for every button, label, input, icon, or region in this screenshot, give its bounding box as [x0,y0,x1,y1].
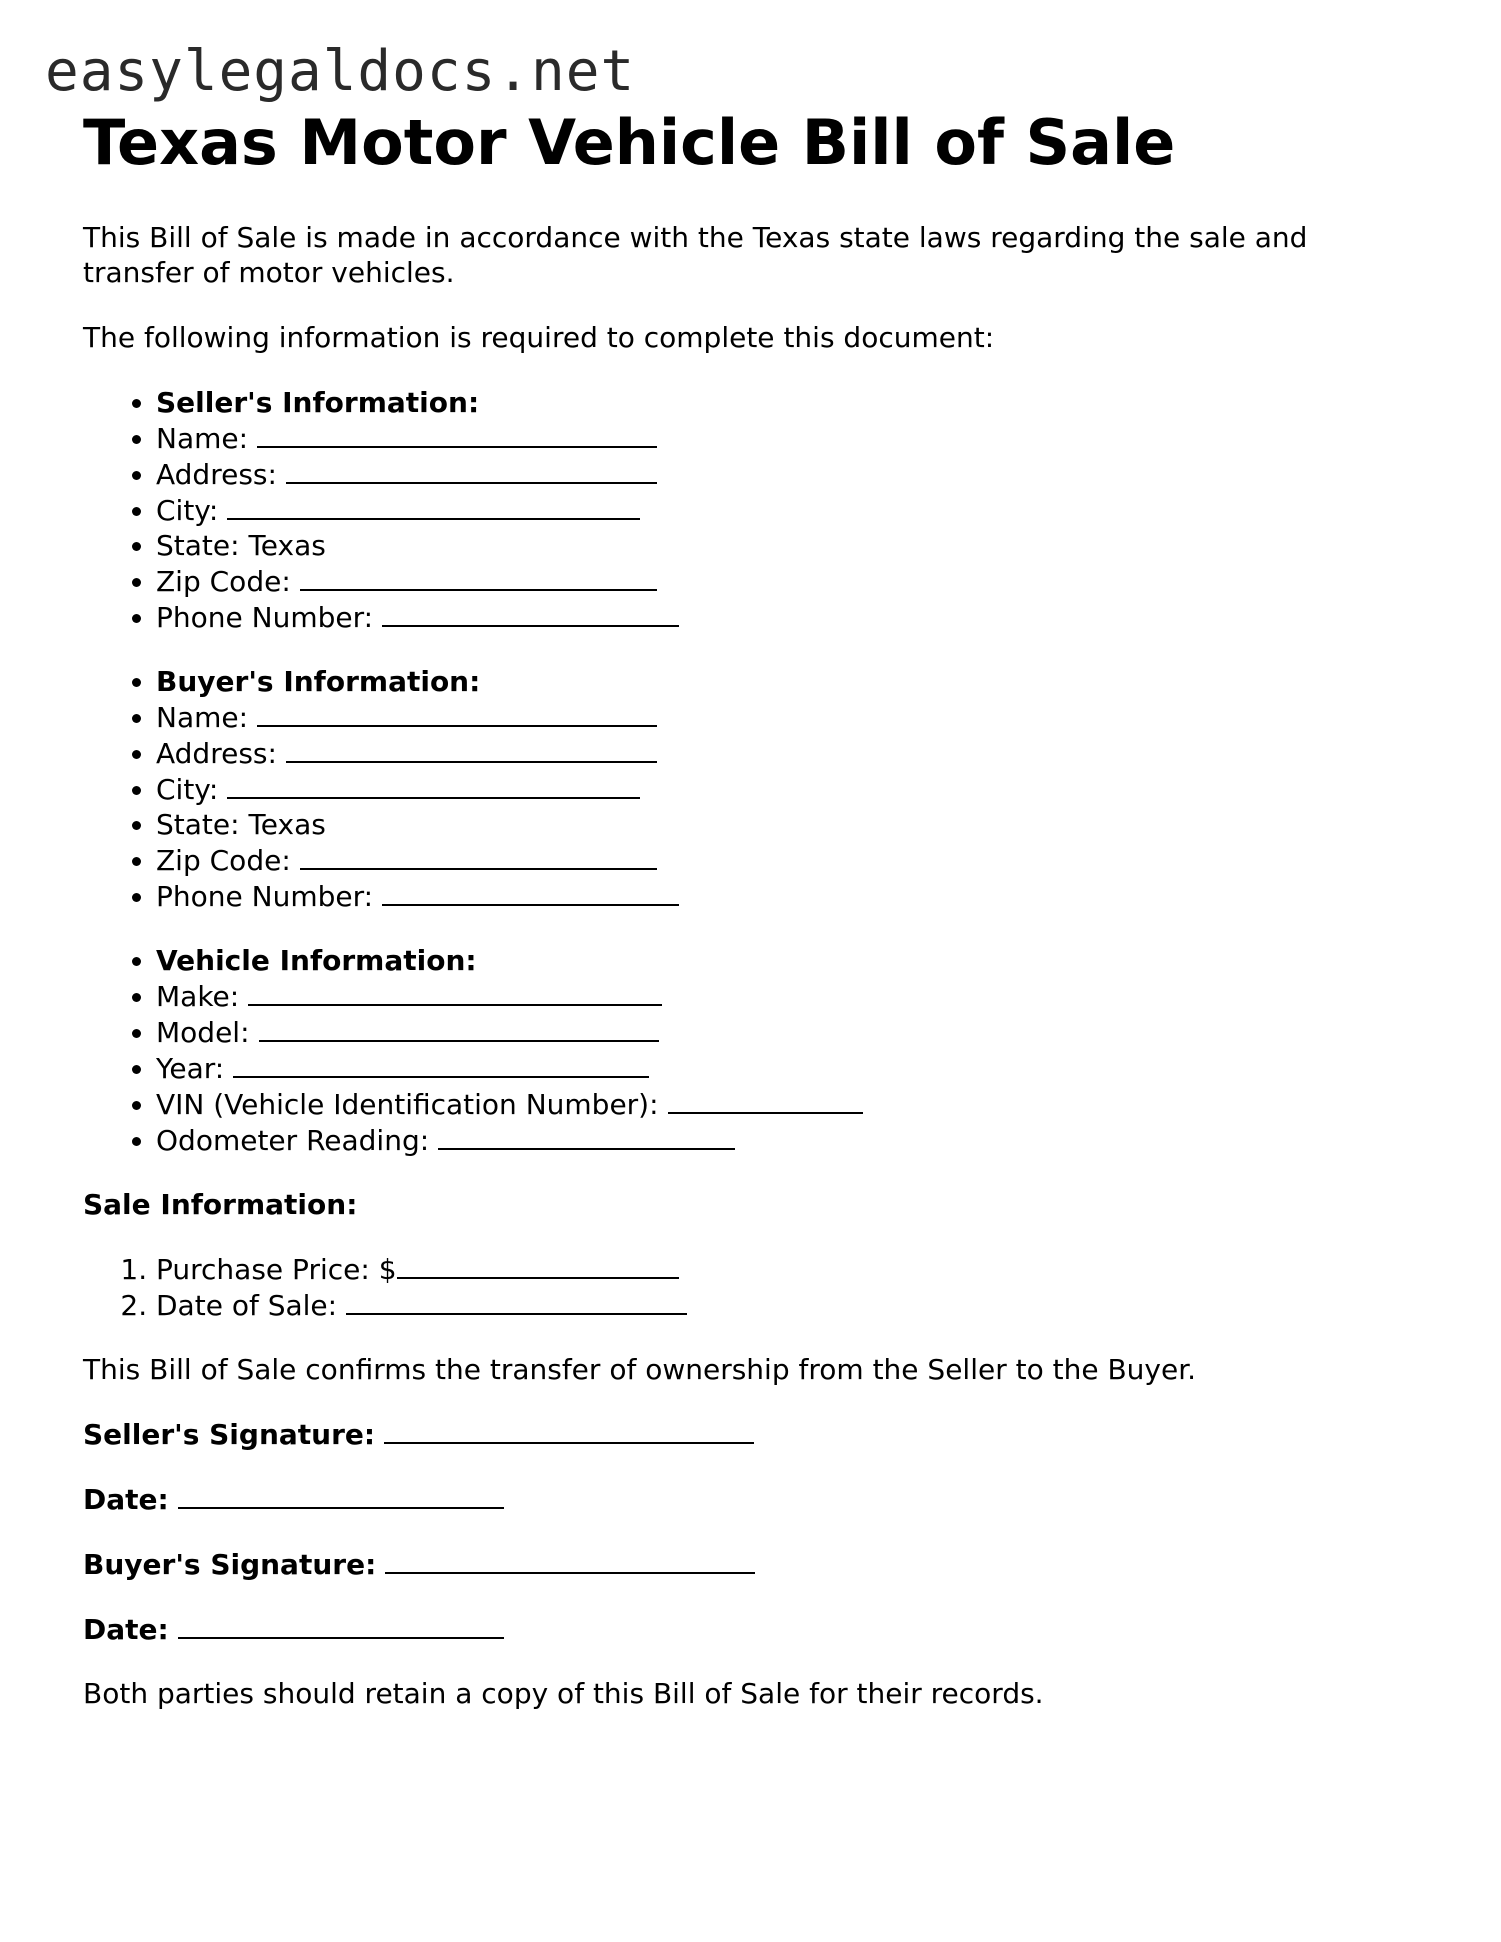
vehicle-make-item [156,978,1423,1014]
seller-phone-field[interactable] [382,599,679,627]
sale-price-item [156,1251,1423,1287]
vehicle-year-field[interactable] [233,1050,649,1078]
requirements-paragraph: The following information is required to complete this document: [83,321,995,354]
sale-date-field[interactable] [346,1287,687,1315]
seller-heading: • Seller's Information: [156,385,1423,420]
sale-date-label: Date of Sale: [156,1289,338,1322]
buyer-info-list [83,664,1423,914]
seller-city-field[interactable] [227,492,640,520]
vehicle-vin-label: VIN (Vehicle Identification Number): [156,1088,659,1121]
seller-signature-row [83,1416,1423,1452]
buyer-address-item [156,735,1423,771]
vehicle-model-label: Model: [156,1016,250,1049]
seller-signature-label: Seller's Signature: [83,1418,376,1451]
confirmation-paragraph: This Bill of Sale confirms the transfer of ownership from the Seller to the Buyer. [83,1353,1197,1386]
buyer-city-label: City: [156,773,219,806]
buyer-zip-field[interactable] [300,842,657,870]
buyer-date-label: Date: [83,1613,169,1646]
buyer-name-field[interactable] [257,699,657,727]
vehicle-odometer-field[interactable] [438,1122,735,1150]
seller-address-item [156,456,1423,492]
sale-price-label: Purchase Price: $ [156,1253,397,1286]
buyer-city-field[interactable] [227,771,640,799]
seller-city-label: City: [156,494,219,527]
intro-paragraph: This Bill of Sale is made in accordance with the Texas state laws regarding the sale and transfer of motor vehicles. [83,221,1308,289]
document-body [83,106,1423,1711]
seller-date-field[interactable] [178,1481,504,1509]
vehicle-year-label: Year: [156,1052,225,1085]
sale-date-item [156,1287,1423,1323]
vehicle-model-field[interactable] [259,1014,659,1042]
sale-info-list [83,1251,1423,1323]
buyer-zip-label: Zip Code: [156,844,291,877]
sale-price-field[interactable] [397,1251,679,1279]
buyer-heading: • Buyer's Information: [156,664,1423,699]
seller-date-row [83,1481,1423,1517]
seller-zip-field[interactable] [300,563,657,591]
buyer-address-field[interactable] [286,735,657,763]
seller-zip-item [156,563,1423,599]
buyer-city-item [156,771,1423,807]
seller-city-item [156,492,1423,528]
vehicle-make-field[interactable] [248,978,662,1006]
buyer-name-item [156,699,1423,735]
vehicle-vin-item [156,1086,1423,1122]
vehicle-vin-field[interactable] [668,1086,863,1114]
buyer-state-item: • State: Texas [156,807,1423,842]
buyer-signature-row [83,1546,1423,1582]
buyer-signature-label: Buyer's Signature: [83,1548,377,1581]
buyer-phone-item [156,878,1423,914]
seller-date-label: Date: [83,1483,169,1516]
vehicle-make-label: Make: [156,980,240,1013]
site-watermark: easylegaldocs.net [45,39,636,104]
vehicle-odometer-label: Odometer Reading: [156,1124,430,1157]
buyer-name-label: Name: [156,701,249,734]
buyer-phone-label: Phone Number: [156,880,374,913]
retain-paragraph: Both parties should retain a copy of this Bill of Sale for their records. [83,1677,1044,1710]
seller-name-field[interactable] [257,420,657,448]
vehicle-info-list [83,943,1423,1158]
buyer-date-field[interactable] [178,1611,504,1639]
buyer-zip-item [156,842,1423,878]
sale-heading: Sale Information: [83,1188,358,1221]
buyer-address-label: Address: [156,737,277,770]
seller-address-field[interactable] [286,456,657,484]
buyer-signature-field[interactable] [385,1546,755,1574]
seller-zip-label: Zip Code: [156,565,291,598]
vehicle-model-item [156,1014,1423,1050]
seller-phone-item [156,599,1423,635]
seller-phone-label: Phone Number: [156,601,374,634]
vehicle-heading: • Vehicle Information: [156,943,1423,978]
vehicle-year-item [156,1050,1423,1086]
seller-signature-field[interactable] [384,1416,754,1444]
buyer-phone-field[interactable] [382,878,679,906]
page-title: Texas Motor Vehicle Bill of Sale [83,106,1176,179]
seller-address-label: Address: [156,458,277,491]
seller-info-list [83,385,1423,635]
vehicle-odometer-item [156,1122,1423,1158]
seller-name-item [156,420,1423,456]
seller-name-label: Name: [156,422,249,455]
seller-state-item: • State: Texas [156,528,1423,563]
buyer-date-row [83,1611,1423,1647]
